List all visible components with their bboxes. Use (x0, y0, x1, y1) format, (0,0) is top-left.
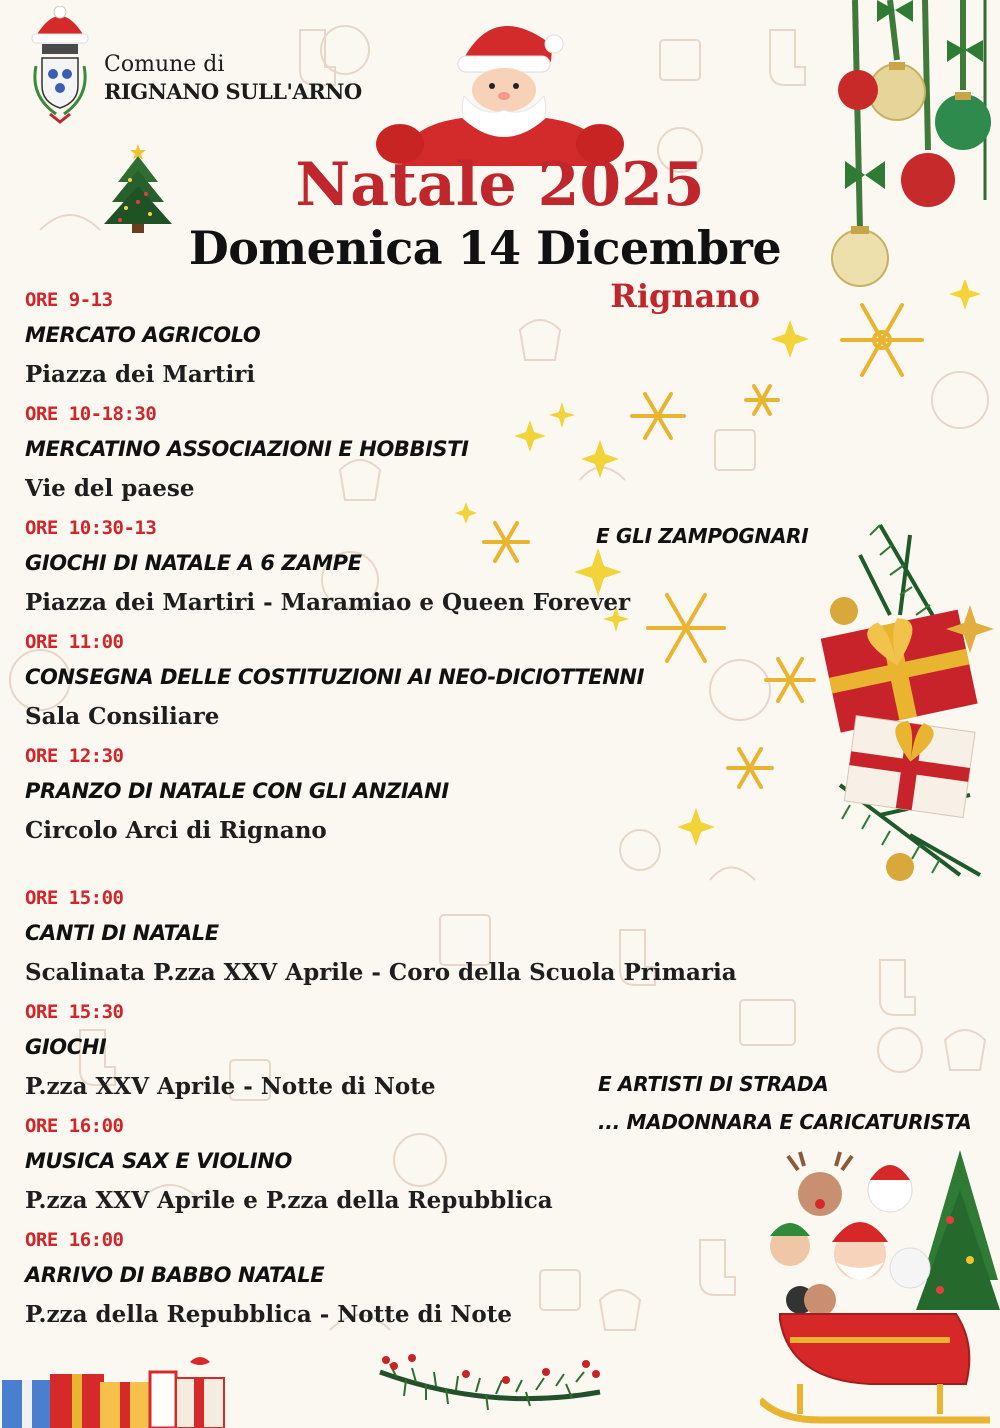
event-location: Piazza dei Martiri (25, 361, 256, 388)
event-location: Sala Consiliare (25, 703, 220, 730)
event-item (25, 626, 725, 740)
holly-garland-icon (376, 1352, 606, 1428)
event-name: GIOCHI (25, 1035, 107, 1059)
event-time: ORE 11:00 (25, 631, 124, 653)
poster-title: Natale 2025 (295, 150, 705, 220)
event-item (25, 740, 725, 854)
event-name: PRANZO DI NATALE CON GLI ANZIANI (25, 779, 449, 803)
gift-pile-icon (0, 1352, 240, 1428)
event-location: Piazza dei Martiri - Maramiao e Queen Forever (25, 589, 631, 616)
poster-place: Rignano (610, 277, 760, 315)
event-name: GIOCHI DI NATALE A 6 ZAMPE (25, 551, 362, 575)
santa-claus-icon (372, 16, 628, 166)
event-time: ORE 12:30 (25, 745, 124, 767)
gift-boxes-icon (820, 515, 1000, 895)
coat-of-arms-icon (28, 6, 92, 128)
event-name: MERCATO AGRICOLO (25, 323, 261, 347)
hanging-ornaments-icon (825, 0, 1000, 290)
side-note-madonnara: ... MADONNARA E CARICATURISTA (598, 1110, 972, 1134)
poster-date: Domenica 14 Dicembre (188, 221, 782, 275)
event-name: ARRIVO DI BABBO NATALE (25, 1263, 325, 1287)
side-note-zampognari: E GLI ZAMPOGNARI (596, 524, 809, 548)
side-note-artisti: E ARTISTI DI STRADA (598, 1072, 829, 1096)
event-time: ORE 15:30 (25, 1001, 124, 1023)
event-time: ORE 10:30-13 (25, 517, 157, 539)
event-item (25, 882, 737, 996)
event-time: ORE 10-18:30 (25, 403, 157, 425)
event-time: ORE 16:00 (25, 1229, 124, 1251)
event-item (25, 284, 725, 398)
event-name: MUSICA SAX E VIOLINO (25, 1149, 292, 1173)
event-location: Circolo Arci di Rignano (25, 817, 327, 844)
event-location: P.zza della Repubblica - Notte di Note (25, 1301, 512, 1328)
event-time: ORE 15:00 (25, 887, 124, 909)
event-item (25, 1224, 725, 1338)
comune-line1: Comune di (104, 52, 225, 77)
event-location: P.zza XXV Aprile - Notte di Note (25, 1073, 436, 1100)
santa-sleigh-icon (760, 1150, 1000, 1428)
event-item (25, 398, 725, 512)
event-location: P.zza XXV Aprile e P.zza della Repubblica (25, 1187, 553, 1214)
event-location: Scalinata P.zza XXV Aprile - Coro della Scuola Primaria (25, 959, 737, 986)
event-name: CONSEGNA DELLE COSTITUZIONI AI NEO-DICIOTTENNI (25, 665, 644, 689)
comune-line2: RIGNANO SULL'ARNO (104, 79, 362, 104)
comune-label (104, 52, 362, 106)
event-time: ORE 9-13 (25, 289, 113, 311)
event-location: Vie del paese (25, 475, 195, 502)
event-time: ORE 16:00 (25, 1115, 124, 1137)
event-name: CANTI DI NATALE (25, 921, 219, 945)
event-name: MERCATINO ASSOCIAZIONI E HOBBISTI (25, 437, 469, 461)
event-schedule (25, 284, 737, 1338)
